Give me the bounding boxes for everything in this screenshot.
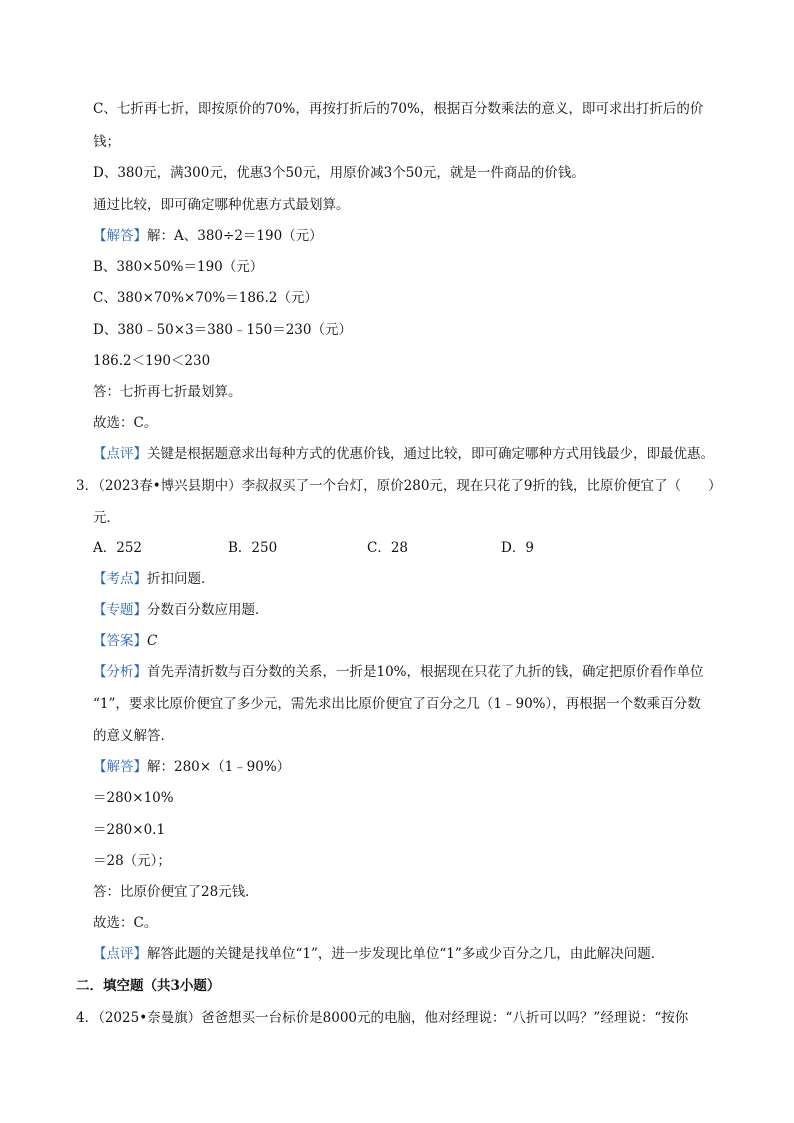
fenxi-text-1: 首先弄清折数与百分数的关系，一折是10%，根据现在只花了九折的钱，确定把原价看作单位 [147, 664, 704, 680]
solution-line-a [93, 226, 323, 246]
jieda-line [93, 757, 290, 777]
zhuanti-text: 分数百分数应用题． [147, 602, 269, 618]
analysis-line-c: C、七折再七折，即按原价的70%，再按打折后的70%，根据百分数乘法的意义，即可求出打折后的价 [93, 101, 704, 117]
question-4-stem: 4．（2025•奈曼旗）爸爸想买一台标价是8000元的电脑，他对经理说：“八折可以吗？”经理说：“按你 [76, 1010, 689, 1026]
answer-line-q3: 答：比原价便宜了28元钱． [93, 884, 259, 900]
option-a: A．252 [93, 540, 143, 556]
option-b: B．250 [228, 540, 278, 556]
solution-text: 解：A、380÷2＝190（元） [147, 228, 323, 244]
comment-line [93, 444, 714, 464]
fenxi-line-1 [93, 662, 704, 682]
solution-tag: 【解答】 [93, 228, 147, 244]
zhuanti-line [93, 600, 269, 620]
daan-line [93, 631, 157, 651]
dianping-line [93, 944, 664, 964]
option-d: D．9 [501, 540, 534, 556]
solution-line-c: C、380×70%×70%＝186.2（元） [93, 290, 318, 306]
zhuanti-tag: 【专题】 [93, 602, 147, 618]
comment-tag: 【点评】 [93, 446, 147, 462]
jieda-text: 解：280×（1﹣90%） [147, 759, 291, 775]
dianping-text: 解答此题的关键是找单位“1”，进一步发现比单位“1”多或少百分之几，由此解决问题． [147, 946, 665, 962]
daan-tag: 【答案】 [93, 633, 147, 649]
calc-step-3: ＝28（元）； [93, 853, 171, 869]
solution-line-b: B、380×50%＝190（元） [93, 259, 264, 275]
fenxi-line-2: “1”，要求比原价便宜了多少元，需先求出比原价便宜了百分之几（1﹣90%），再根据一个数乘百分数 [93, 696, 701, 712]
comparison-line: 186.2＜190＜230 [93, 353, 211, 369]
analysis-line-c-cont: 钱； [93, 134, 120, 150]
dianping-tag: 【点评】 [93, 946, 147, 962]
comment-text: 关键是根据题意求出每种方式的优惠价钱，通过比较，即可确定哪种方式用钱最少，即最优惠。 [147, 446, 714, 462]
solution-line-d: D、380﹣50×3＝380﹣150＝230（元） [93, 322, 352, 338]
choice-line-q3: 故选：C。 [93, 915, 158, 931]
fenxi-line-3: 的意义解答． [93, 728, 174, 744]
question-3-stem: 3．（2023春•博兴县期中）李叔叔买了一个台灯，原价280元，现在只花了9折的钱，比原价便宜了（ ） [76, 478, 722, 494]
section-heading: 二．填空题（共3小题） [76, 978, 221, 994]
answer-line: 答：七折再七折最划算。 [93, 384, 242, 400]
option-c: C．28 [367, 540, 409, 556]
calc-step-2: ＝280×0.1 [93, 822, 166, 838]
choice-line: 故选：C。 [93, 415, 158, 431]
kaodian-tag: 【考点】 [93, 571, 147, 587]
kaodian-line [93, 569, 215, 589]
analysis-conclusion: 通过比较，即可确定哪种优惠方式最划算。 [93, 197, 350, 213]
kaodian-text: 折扣问题． [147, 571, 215, 587]
jieda-tag: 【解答】 [93, 759, 147, 775]
daan-text: C [147, 633, 158, 649]
calc-step-1: ＝280×10% [93, 790, 174, 806]
fenxi-tag: 【分析】 [93, 664, 147, 680]
analysis-line-d: D、380元，满300元，优惠3个50元，用原价减3个50元，就是一件商品的价钱。 [93, 165, 585, 181]
question-3-stem-cont: 元． [93, 510, 120, 526]
